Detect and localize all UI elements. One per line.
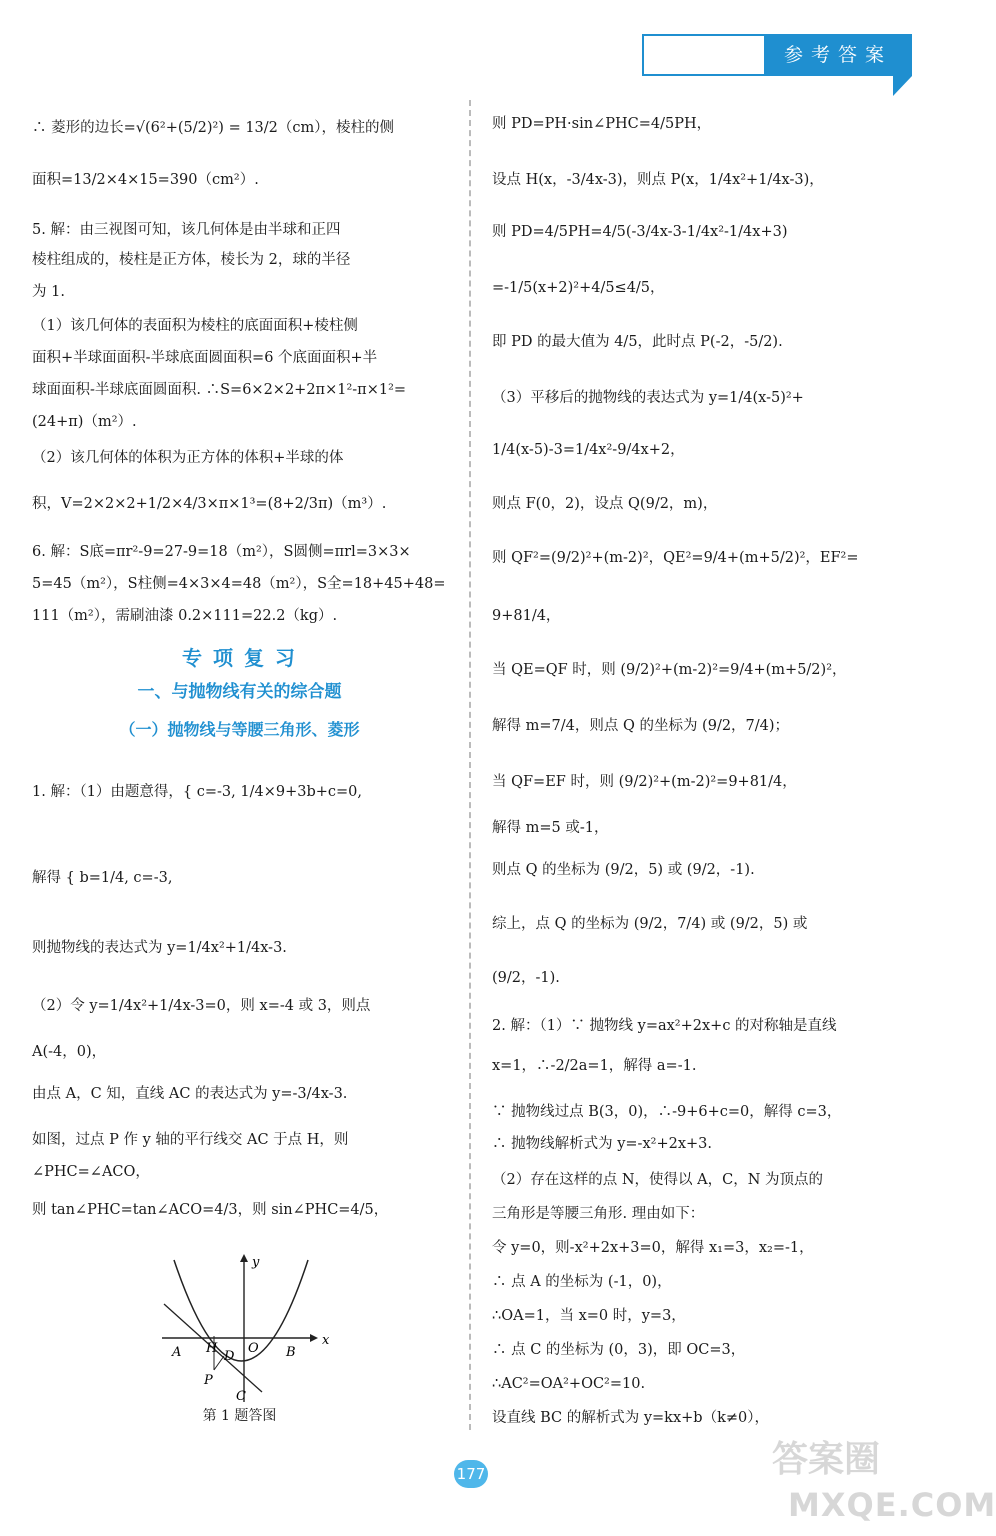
text-line: 解得 { b=1/4, c=-3,	[32, 870, 173, 886]
page-number: 177	[454, 1460, 488, 1488]
text-line: ∴OA=1，当 x=0 时，y=3，	[492, 1308, 686, 1324]
text-line: 则抛物线的表达式为 y=1/4x²+1/4x-3.	[32, 940, 287, 956]
text-line: （2）存在这样的点 N，使得以 A，C，N 为顶点的	[492, 1172, 823, 1188]
text-line: 解得 m=5 或-1，	[492, 820, 609, 836]
text-line: 设直线 BC 的解析式为 y=kx+b（k≠0），	[492, 1410, 769, 1426]
column-divider	[469, 100, 471, 1430]
text-line: 由点 A，C 知，直线 AC 的表达式为 y=-3/4x-3.	[32, 1086, 348, 1102]
text-line: 则 PD=4/5PH=4/5(-3/4x-3-1/4x²-1/4x+3)	[492, 224, 788, 240]
text-line: 为 1.	[32, 284, 65, 300]
watermark-url: MXQE.COM	[788, 1486, 996, 1524]
text-line: 如图，过点 P 作 y 轴的平行线交 AC 于点 H，则	[32, 1132, 349, 1148]
y-axis-arrow	[240, 1254, 248, 1262]
text-line: 111（m²），需刷油漆 0.2×111=22.2（kg）.	[32, 608, 338, 624]
label-d: D	[224, 1349, 235, 1364]
text-line: 当 QF=EF 时，则 (9/2)²+(m-2)²=9+81/4，	[492, 774, 797, 790]
text-line: （2）该几何体的体积为正方体的体积+半球的体	[32, 450, 344, 466]
watermark-logo: 答案圈	[772, 1439, 881, 1480]
text-line: ∴ 抛物线解析式为 y=-x²+2x+3.	[492, 1136, 712, 1152]
text-line: （2）令 y=1/4x²+1/4x-3=0，则 x=-4 或 3，则点	[32, 998, 371, 1014]
text-line: A(-4，0)，	[32, 1044, 107, 1060]
label-y: y	[252, 1255, 260, 1270]
text-line: 则 tan∠PHC=tan∠ACO=4/3，则 sin∠PHC=4/5，	[32, 1202, 389, 1218]
text-line: 设点 H(x，-3/4x-3)，则点 P(x，1/4x²+1/4x-3)，	[492, 172, 824, 188]
section-title: 专 项 复 习	[182, 646, 297, 670]
text-line: ∴ 点 C 的坐标为 (0，3)，即 OC=3，	[492, 1342, 746, 1358]
text-line: 三角形是等腰三角形. 理由如下：	[492, 1206, 705, 1222]
header-label: 参考答案	[764, 34, 912, 76]
sub-title: 一、与抛物线有关的综合题	[137, 682, 342, 702]
parabola-graph	[162, 1252, 352, 1402]
label-c: C	[236, 1389, 246, 1404]
text-line: 2. 解：（1）∵ 抛物线 y=ax²+2x+c 的对称轴是直线	[492, 1018, 837, 1034]
sub-sub-title: （一）抛物线与等腰三角形、菱形	[119, 720, 360, 739]
text-line: ∴ 菱形的边长=√(6²+(5/2)²) = 13/2（cm），棱柱的侧	[32, 120, 395, 136]
text-line: 积，V=2×2×2+1/2×4/3×π×1³=(8+2/3π)（m³）.	[32, 496, 387, 512]
label-b: B	[286, 1345, 296, 1360]
segment-pd	[214, 1356, 224, 1370]
x-axis-arrow	[310, 1334, 318, 1342]
text-line: (24+π)（m²）.	[32, 414, 137, 430]
text-line: 综上，点 Q 的坐标为 (9/2，7/4) 或 (9/2，5) 或	[492, 916, 808, 932]
text-line: 即 PD 的最大值为 4/5，此时点 P(-2，-5/2).	[492, 334, 783, 350]
text-line: 当 QE=QF 时，则 (9/2)²+(m-2)²=9/4+(m+5/2)²，	[492, 662, 847, 678]
text-line: 则点 F(0，2)，设点 Q(9/2，m)，	[492, 496, 718, 512]
text-line: =-1/5(x+2)²+4/5≤4/5，	[492, 280, 665, 296]
text-line: 令 y=0，则-x²+2x+3=0，解得 x₁=3，x₂=-1，	[492, 1240, 814, 1256]
text-line: x=1，∴-2/2a=1，解得 a=-1.	[492, 1058, 697, 1074]
text-line: ∵ 抛物线过点 B(3，0)，∴-9+6+c=0，解得 c=3，	[492, 1104, 842, 1120]
text-line: 6. 解：S底=πr²-9=27-9=18（m²），S圆侧=πrl=3×3×	[32, 544, 411, 560]
text-line: ∴AC²=OA²+OC²=10.	[492, 1376, 646, 1392]
text-line: 则 QF²=(9/2)²+(m-2)²，QE²=9/4+(m+5/2)²，EF²=	[492, 550, 859, 566]
label-h: H	[206, 1341, 218, 1356]
text-line: 9+81/4，	[492, 608, 561, 624]
label-x: x	[322, 1333, 330, 1348]
text-line: （1）该几何体的表面积为棱柱的底面面积+棱柱侧	[32, 318, 358, 334]
label-p: P	[204, 1373, 213, 1388]
text-line: 1/4(x-5)-3=1/4x²-9/4x+2，	[492, 442, 685, 458]
graph-caption: 第 1 题答图	[202, 1408, 277, 1424]
text-line: 面积+半球面面积-半球底面圆面积=6 个底面面积+半	[32, 350, 378, 366]
text-line: ∴ 点 A 的坐标为 (-1，0)，	[492, 1274, 672, 1290]
text-line: 面积=13/2×4×15=390（cm²）.	[32, 172, 259, 188]
header-corner	[893, 76, 912, 96]
label-o: O	[248, 1341, 259, 1356]
header-box	[642, 34, 766, 76]
text-line: 球面面积-半球底面圆面积. ∴S=6×2×2+2π×1²-π×1²=	[32, 382, 407, 398]
text-line: (9/2，-1).	[492, 970, 560, 986]
text-line: （3）平移后的抛物线的表达式为 y=1/4(x-5)²+	[492, 390, 804, 406]
label-a: A	[172, 1345, 182, 1360]
text-line: 则点 Q 的坐标为 (9/2，5) 或 (9/2，-1).	[492, 862, 755, 878]
text-line: 棱柱组成的，棱柱是正方体，棱长为 2，球的半径	[32, 252, 351, 268]
text-line: 5. 解：由三视图可知，该几何体是由半球和正四	[32, 222, 341, 238]
text-line: 5=45（m²），S柱侧=4×3×4=48（m²），S全=18+45+48=	[32, 576, 446, 592]
text-line: 则 PD=PH·sin∠PHC=4/5PH，	[492, 116, 712, 132]
text-line: 解得 m=7/4，则点 Q 的坐标为 (9/2，7/4)；	[492, 718, 790, 734]
text-line: 1. 解：（1）由题意得，{ c=-3, 1/4×9+3b+c=0,	[32, 784, 362, 800]
text-line: ∠PHC=∠ACO，	[32, 1164, 150, 1180]
